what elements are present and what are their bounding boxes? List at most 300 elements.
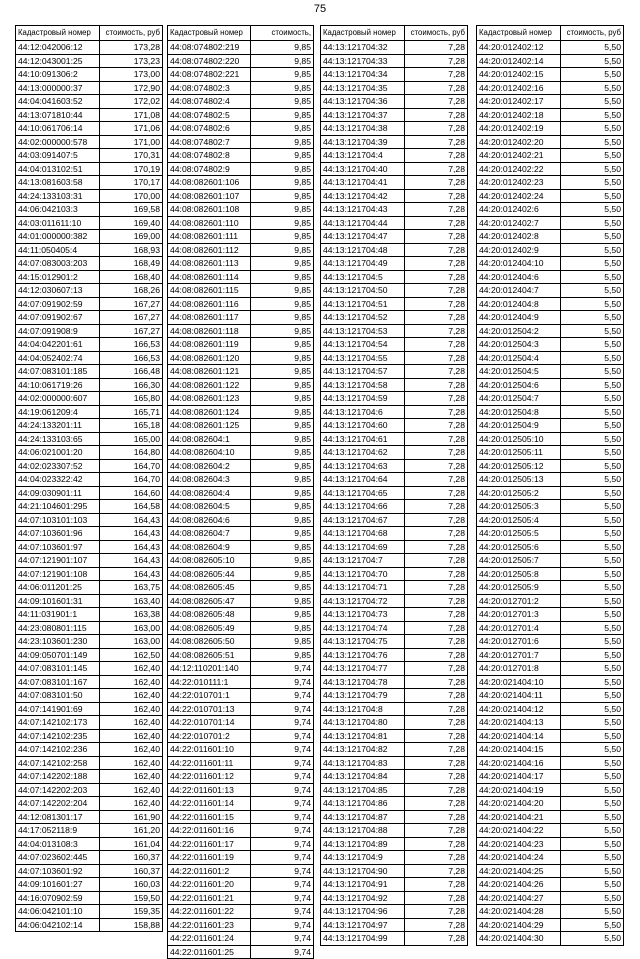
cost-cell: 7,28: [404, 351, 467, 365]
cost-cell: 9,85: [251, 284, 314, 298]
cost-cell: 9,74: [251, 810, 314, 824]
table-row: [321, 270, 468, 284]
cost-cell: 163,38: [99, 608, 162, 622]
cadastral-number-cell: 44:20:012402:8: [477, 230, 561, 244]
cadastral-number-cell: 44:08:082601:107: [168, 189, 251, 203]
table-row: [16, 122, 163, 136]
table-row: [168, 783, 314, 797]
cadastral-number-cell: 44:08:082604:4: [168, 486, 251, 500]
table-row: [477, 149, 624, 163]
cadastral-number-cell: 44:20:021404:29: [477, 918, 561, 932]
table-row: [168, 324, 314, 338]
cadastral-number-cell: 44:20:012504:4: [477, 351, 561, 365]
cost-cell: 162,40: [99, 675, 162, 689]
cost-cell: 5,50: [560, 243, 623, 257]
table-row: [477, 648, 624, 662]
cost-cell: 7,28: [404, 891, 467, 905]
cost-cell: 7,28: [404, 864, 467, 878]
cost-cell: 171,00: [99, 135, 162, 149]
table-row: [477, 311, 624, 325]
table-row: [16, 810, 163, 824]
cadastral-number-cell: 44:08:082604:1: [168, 432, 251, 446]
cadastral-number-cell: 44:22:011601:19: [168, 851, 251, 865]
cost-cell: 5,50: [560, 621, 623, 635]
table-row: [321, 797, 468, 811]
cost-cell: 5,50: [560, 324, 623, 338]
cadastral-number-cell: 44:22:010701:1: [168, 689, 251, 703]
cadastral-number-cell: 44:13:121704:9: [321, 851, 405, 865]
cadastral-number-cell: 44:08:082605:50: [168, 635, 251, 649]
cadastral-number-cell: 44:13:121704:68: [321, 527, 405, 541]
cost-cell: 7,28: [404, 878, 467, 892]
cost-cell: 5,50: [560, 216, 623, 230]
cost-cell: 7,28: [404, 932, 467, 946]
cost-cell: 5,50: [560, 419, 623, 433]
cadastral-number-cell: 44:09:101601:27: [16, 878, 100, 892]
cadastral-number-cell: 44:13:121704:78: [321, 675, 405, 689]
cost-cell: 7,28: [404, 122, 467, 136]
table-row: [16, 824, 163, 838]
cost-cell: 9,74: [251, 837, 314, 851]
table-row: [168, 797, 314, 811]
cost-cell: 7,28: [404, 770, 467, 784]
table-row: [477, 878, 624, 892]
cadastral-number-cell: 44:20:012701:3: [477, 608, 561, 622]
table-row: [321, 540, 468, 554]
table-row: [321, 378, 468, 392]
cost-cell: 9,74: [251, 770, 314, 784]
table-row: [168, 81, 314, 95]
cost-cell: 9,85: [251, 122, 314, 136]
cost-cell: 7,28: [404, 716, 467, 730]
table-row: [477, 702, 624, 716]
table-row: [321, 770, 468, 784]
cadastral-number-cell: 44:12:030607:13: [16, 284, 100, 298]
table-row: [321, 891, 468, 905]
table-row: [477, 68, 624, 82]
cost-cell: 9,74: [251, 864, 314, 878]
cadastral-number-cell: 44:07:141901:69: [16, 702, 100, 716]
cadastral-number-cell: 44:08:074802:5: [168, 108, 251, 122]
cost-cell: 7,28: [404, 594, 467, 608]
header-cadastral-number: Кадастровый номер: [16, 26, 100, 41]
cost-cell: 7,28: [404, 675, 467, 689]
cost-cell: 7,28: [404, 68, 467, 82]
cadastral-number-cell: 44:20:012402:18: [477, 108, 561, 122]
table-row: [477, 351, 624, 365]
cost-cell: 5,50: [560, 473, 623, 487]
cadastral-number-cell: 44:08:082605:49: [168, 621, 251, 635]
table-row: [16, 581, 163, 595]
cadastral-number-cell: 44:13:121704:34: [321, 68, 405, 82]
cadastral-number-cell: 44:20:012402:23: [477, 176, 561, 190]
table-row: [321, 878, 468, 892]
cost-cell: 7,28: [404, 257, 467, 271]
table-row: [321, 675, 468, 689]
cadastral-number-cell: 44:04:013108:3: [16, 837, 100, 851]
cost-cell: 163,40: [99, 594, 162, 608]
cost-cell: 5,50: [560, 662, 623, 676]
cadastral-number-cell: 44:13:121704:65: [321, 486, 405, 500]
cadastral-number-cell: 44:20:012402:12: [477, 41, 561, 55]
cost-cell: 7,28: [404, 203, 467, 217]
cost-cell: 7,28: [404, 797, 467, 811]
cadastral-number-cell: 44:08:082605:48: [168, 608, 251, 622]
cost-cell: 5,50: [560, 891, 623, 905]
table-row: [168, 648, 314, 662]
cost-cell: 162,40: [99, 729, 162, 743]
cost-cell: 9,85: [251, 567, 314, 581]
table-row: [477, 716, 624, 730]
table-row: [321, 176, 468, 190]
cost-cell: 7,28: [404, 851, 467, 865]
table-row: [477, 689, 624, 703]
table-row: [168, 351, 314, 365]
table-row: [321, 338, 468, 352]
cost-cell: 9,85: [251, 149, 314, 163]
cadastral-number-cell: 44:08:082601:106: [168, 176, 251, 190]
cost-cell: 7,28: [404, 338, 467, 352]
cadastral-number-cell: 44:20:012504:9: [477, 419, 561, 433]
table-row: [168, 932, 314, 946]
table-row: [16, 203, 163, 217]
cost-cell: 7,28: [404, 486, 467, 500]
cadastral-number-cell: 44:08:082605:44: [168, 567, 251, 581]
page-number: 75: [313, 3, 327, 15]
table-row: [321, 311, 468, 325]
cost-cell: 7,28: [404, 702, 467, 716]
table-row: [321, 230, 468, 244]
table-row: [168, 810, 314, 824]
cost-cell: 5,50: [560, 459, 623, 473]
table-row: [321, 149, 468, 163]
cost-cell: 9,74: [251, 932, 314, 946]
cost-cell: 162,40: [99, 689, 162, 703]
table-row: [16, 189, 163, 203]
cost-cell: 164,43: [99, 567, 162, 581]
cost-cell: 160,37: [99, 864, 162, 878]
cadastral-number-cell: 44:20:021404:16: [477, 756, 561, 770]
cost-cell: 9,85: [251, 41, 314, 55]
cadastral-number-cell: 44:20:012505:7: [477, 554, 561, 568]
cadastral-number-cell: 44:04:013102:51: [16, 162, 100, 176]
cadastral-cost-table: [320, 25, 468, 946]
cadastral-number-cell: 44:20:012701:7: [477, 648, 561, 662]
cost-cell: 165,18: [99, 419, 162, 433]
cadastral-number-cell: 44:07:121901:107: [16, 554, 100, 568]
cadastral-number-cell: 44:12:081301:17: [16, 810, 100, 824]
cadastral-table-1: [15, 25, 163, 932]
cost-cell: 9,85: [251, 419, 314, 433]
table-row: [16, 365, 163, 379]
cadastral-number-cell: 44:22:011601:16: [168, 824, 251, 838]
cost-cell: 7,28: [404, 149, 467, 163]
table-row: [321, 581, 468, 595]
table-row: [16, 729, 163, 743]
cadastral-number-cell: 44:20:012402:22: [477, 162, 561, 176]
table-row: [477, 662, 624, 676]
cost-cell: 166,48: [99, 365, 162, 379]
table-row: [168, 149, 314, 163]
cadastral-number-cell: 44:21:104601:295: [16, 500, 100, 514]
cadastral-number-cell: 44:07:142102:173: [16, 716, 100, 730]
table-row: [477, 554, 624, 568]
cadastral-number-cell: 44:13:121704:55: [321, 351, 405, 365]
cost-cell: 9,85: [251, 243, 314, 257]
cadastral-number-cell: 44:07:142202:203: [16, 783, 100, 797]
cost-cell: 7,28: [404, 689, 467, 703]
cost-cell: 9,85: [251, 513, 314, 527]
cadastral-number-cell: 44:08:082601:119: [168, 338, 251, 352]
cadastral-number-cell: 44:22:011601:20: [168, 878, 251, 892]
cadastral-number-cell: 44:03:011611:10: [16, 216, 100, 230]
table-row: [477, 405, 624, 419]
table-row: [477, 824, 624, 838]
table-row: [477, 297, 624, 311]
table-row: [168, 203, 314, 217]
cadastral-number-cell: 44:04:023322:42: [16, 473, 100, 487]
cadastral-number-cell: 44:07:023602:445: [16, 851, 100, 865]
cadastral-number-cell: 44:20:012505:3: [477, 500, 561, 514]
table-row: [16, 297, 163, 311]
table-row: [321, 351, 468, 365]
table-row: [321, 419, 468, 433]
cadastral-table-3: [320, 25, 468, 946]
table-row: [321, 851, 468, 865]
cadastral-number-cell: 44:22:011601:11: [168, 756, 251, 770]
cost-cell: 171,08: [99, 108, 162, 122]
cost-cell: 7,28: [404, 621, 467, 635]
cost-cell: 7,28: [404, 554, 467, 568]
cadastral-number-cell: 44:20:012402:15: [477, 68, 561, 82]
cadastral-number-cell: 44:20:021404:12: [477, 702, 561, 716]
table-row: [477, 203, 624, 217]
cadastral-number-cell: 44:08:082605:45: [168, 581, 251, 595]
cost-cell: 9,85: [251, 527, 314, 541]
table-row: [168, 581, 314, 595]
cadastral-number-cell: 44:20:021404:26: [477, 878, 561, 892]
cadastral-number-cell: 44:13:121704:84: [321, 770, 405, 784]
table-row: [168, 216, 314, 230]
table-row: [477, 122, 624, 136]
cadastral-number-cell: 44:13:121704:63: [321, 459, 405, 473]
table-row: [477, 486, 624, 500]
cadastral-number-cell: 44:20:012504:3: [477, 338, 561, 352]
table-row: [168, 540, 314, 554]
cadastral-number-cell: 44:13:121704:76: [321, 648, 405, 662]
cadastral-number-cell: 44:13:000000:37: [16, 81, 100, 95]
cadastral-number-cell: 44:09:050701:149: [16, 648, 100, 662]
cadastral-number-cell: 44:20:012404:6: [477, 270, 561, 284]
table-row: [321, 635, 468, 649]
cadastral-number-cell: 44:13:121704:59: [321, 392, 405, 406]
cost-cell: 5,50: [560, 54, 623, 68]
cadastral-number-cell: 44:08:074802:220: [168, 54, 251, 68]
cost-cell: 5,50: [560, 729, 623, 743]
cost-cell: 169,58: [99, 203, 162, 217]
table-row: [16, 392, 163, 406]
cost-cell: 7,28: [404, 284, 467, 298]
table-row: [16, 675, 163, 689]
cadastral-number-cell: 44:07:142202:204: [16, 797, 100, 811]
cadastral-number-cell: 44:16:070902:59: [16, 891, 100, 905]
table-row: [16, 878, 163, 892]
cost-cell: 5,50: [560, 675, 623, 689]
table-row: [477, 419, 624, 433]
cost-cell: 5,50: [560, 608, 623, 622]
cost-cell: 5,50: [560, 527, 623, 541]
cadastral-number-cell: 44:06:042103:3: [16, 203, 100, 217]
table-row: [168, 338, 314, 352]
table-row: [16, 446, 163, 460]
cost-cell: 9,85: [251, 257, 314, 271]
cadastral-number-cell: 44:13:121704:39: [321, 135, 405, 149]
cost-cell: 163,00: [99, 621, 162, 635]
cost-cell: 173,28: [99, 41, 162, 55]
cadastral-number-cell: 44:07:121901:108: [16, 567, 100, 581]
table-row: [321, 932, 468, 946]
cost-cell: 9,74: [251, 729, 314, 743]
table-row: [168, 635, 314, 649]
table-row: [168, 864, 314, 878]
table-row: [477, 810, 624, 824]
cadastral-number-cell: 44:13:121704:4: [321, 149, 405, 163]
cadastral-number-cell: 44:07:091908:9: [16, 324, 100, 338]
cadastral-number-cell: 44:20:012402:9: [477, 243, 561, 257]
cadastral-number-cell: 44:13:121704:86: [321, 797, 405, 811]
table-row: [16, 864, 163, 878]
table-row: [168, 662, 314, 676]
cost-cell: 9,74: [251, 918, 314, 932]
table-row: [16, 216, 163, 230]
cadastral-number-cell: 44:20:012701:8: [477, 662, 561, 676]
cost-cell: 160,37: [99, 851, 162, 865]
cadastral-number-cell: 44:08:074802:6: [168, 122, 251, 136]
table-row: [477, 41, 624, 55]
cost-cell: 9,85: [251, 176, 314, 190]
cost-cell: 5,50: [560, 486, 623, 500]
cost-cell: 159,35: [99, 905, 162, 919]
cadastral-number-cell: 44:20:012504:7: [477, 392, 561, 406]
cadastral-number-cell: 44:08:082601:111: [168, 230, 251, 244]
table-row: [477, 446, 624, 460]
cadastral-number-cell: 44:08:082605:51: [168, 648, 251, 662]
cost-cell: 5,50: [560, 864, 623, 878]
cadastral-table-4: [476, 25, 624, 946]
cadastral-number-cell: 44:13:121704:51: [321, 297, 405, 311]
table-row: [16, 149, 163, 163]
cost-cell: 164,43: [99, 527, 162, 541]
cadastral-number-cell: 44:13:121704:54: [321, 338, 405, 352]
cadastral-number-cell: 44:20:021404:23: [477, 837, 561, 851]
table-row: [477, 837, 624, 851]
cost-cell: 9,74: [251, 743, 314, 757]
cadastral-number-cell: 44:08:082601:120: [168, 351, 251, 365]
cost-cell: 163,00: [99, 635, 162, 649]
cadastral-number-cell: 44:07:103101:103: [16, 513, 100, 527]
cadastral-number-cell: 44:13:121704:92: [321, 891, 405, 905]
cadastral-number-cell: 44:08:082604:2: [168, 459, 251, 473]
cost-cell: 170,00: [99, 189, 162, 203]
cadastral-number-cell: 44:24:133201:11: [16, 419, 100, 433]
cadastral-number-cell: 44:08:074802:219: [168, 41, 251, 55]
cost-cell: 161,20: [99, 824, 162, 838]
cadastral-number-cell: 44:20:012505:9: [477, 581, 561, 595]
table-row: [168, 257, 314, 271]
cost-cell: 5,50: [560, 270, 623, 284]
cadastral-number-cell: 44:08:082604:3: [168, 473, 251, 487]
table-row: [16, 540, 163, 554]
cadastral-number-cell: 44:08:074802:4: [168, 95, 251, 109]
table-row: [477, 324, 624, 338]
table-row: [321, 405, 468, 419]
cadastral-number-cell: 44:20:012402:21: [477, 149, 561, 163]
cost-cell: 9,85: [251, 648, 314, 662]
cadastral-number-cell: 44:11:031901:1: [16, 608, 100, 622]
table-row: [477, 905, 624, 919]
cost-cell: 9,74: [251, 797, 314, 811]
cost-cell: 5,50: [560, 810, 623, 824]
cost-cell: 9,85: [251, 81, 314, 95]
cadastral-number-cell: 44:12:110201:140: [168, 662, 251, 676]
cadastral-number-cell: 44:20:021404:25: [477, 864, 561, 878]
cost-cell: 5,50: [560, 297, 623, 311]
cost-cell: 165,00: [99, 432, 162, 446]
table-row: [16, 905, 163, 919]
cadastral-number-cell: 44:20:012504:8: [477, 405, 561, 419]
table-row: [321, 284, 468, 298]
table-row: [477, 108, 624, 122]
table-row: [477, 770, 624, 784]
cadastral-number-cell: 44:20:012404:7: [477, 284, 561, 298]
table-row: [168, 567, 314, 581]
table-row: [16, 284, 163, 298]
cost-cell: 5,50: [560, 581, 623, 595]
cost-cell: 5,50: [560, 783, 623, 797]
cost-cell: 9,74: [251, 905, 314, 919]
cadastral-number-cell: 44:08:074802:7: [168, 135, 251, 149]
cost-cell: 7,28: [404, 729, 467, 743]
cadastral-number-cell: 44:20:012402:24: [477, 189, 561, 203]
table-row: [168, 189, 314, 203]
cadastral-number-cell: 44:06:021001:20: [16, 446, 100, 460]
cost-cell: 5,50: [560, 365, 623, 379]
cost-cell: 5,50: [560, 635, 623, 649]
table-row: [477, 851, 624, 865]
cadastral-number-cell: 44:08:082601:123: [168, 392, 251, 406]
table-row: [16, 324, 163, 338]
table-row: [477, 135, 624, 149]
cadastral-number-cell: 44:13:121704:6: [321, 405, 405, 419]
cost-cell: 7,28: [404, 810, 467, 824]
cadastral-number-cell: 44:13:121704:40: [321, 162, 405, 176]
table-header-row: [321, 26, 468, 41]
cadastral-number-cell: 44:20:012402:16: [477, 81, 561, 95]
table-row: [321, 554, 468, 568]
cost-cell: 171,06: [99, 122, 162, 136]
cost-cell: 5,50: [560, 135, 623, 149]
table-row: [168, 419, 314, 433]
cadastral-number-cell: 44:22:011601:10: [168, 743, 251, 757]
cadastral-number-cell: 44:22:011601:13: [168, 783, 251, 797]
cost-cell: 163,75: [99, 581, 162, 595]
table-row: [16, 756, 163, 770]
cost-cell: 7,28: [404, 311, 467, 325]
cadastral-number-cell: 44:13:121704:35: [321, 81, 405, 95]
table-row: [168, 918, 314, 932]
cost-cell: 9,85: [251, 635, 314, 649]
cost-cell: 162,40: [99, 743, 162, 757]
